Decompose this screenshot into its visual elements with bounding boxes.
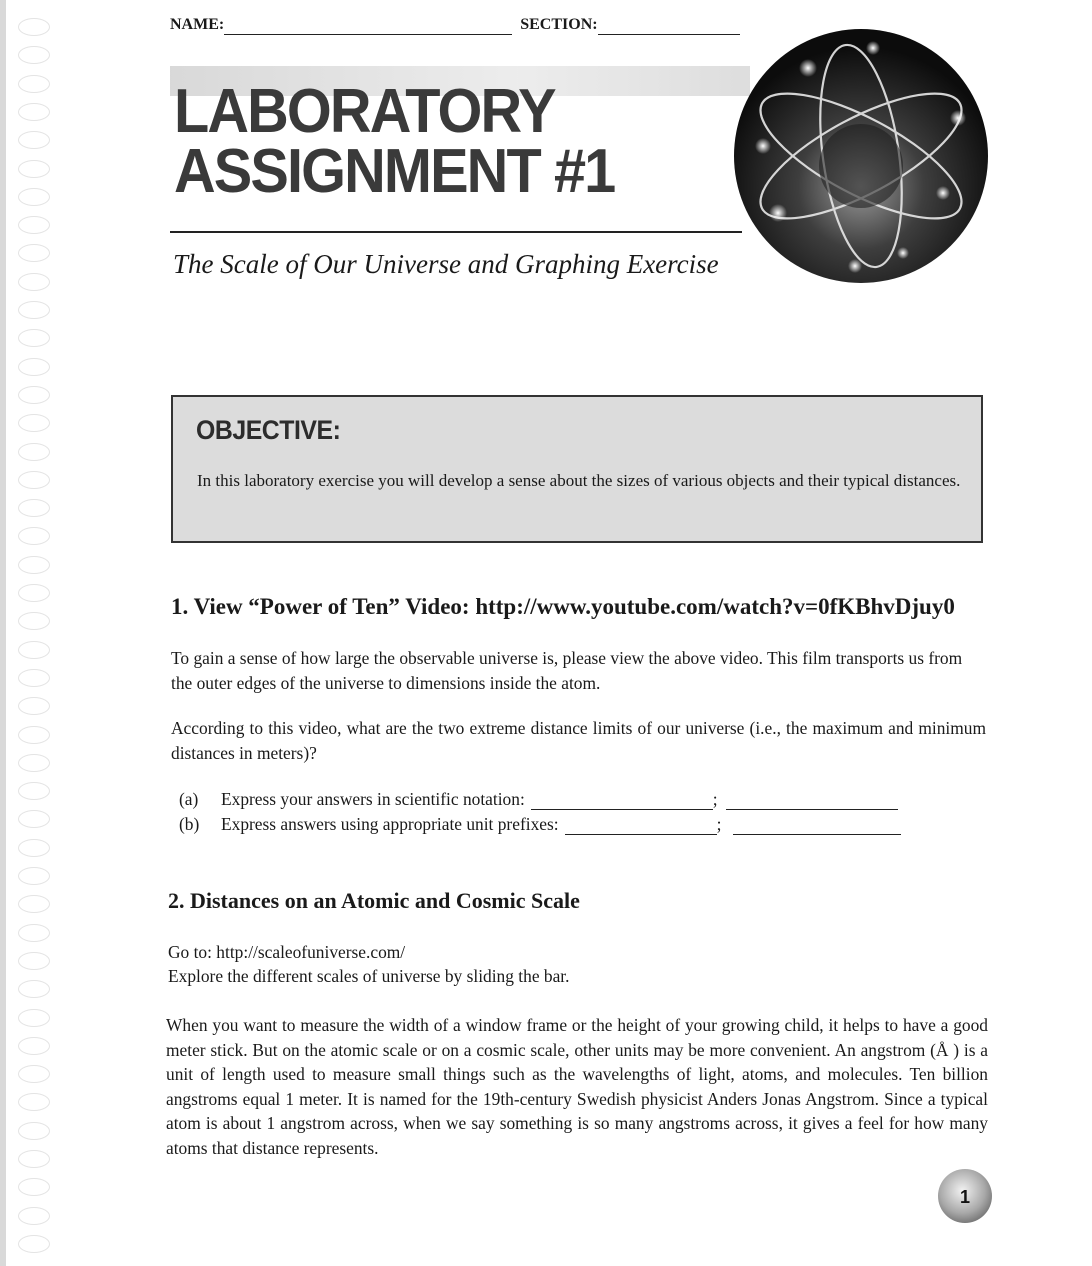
page-number: 1: [959, 1187, 971, 1207]
binder-hole: [18, 131, 50, 149]
objective-heading: OBJECTIVE:: [196, 415, 341, 445]
binder-hole: [18, 1235, 50, 1253]
objective-box: [171, 395, 983, 543]
section2-goto: Go to: http://scaleofuniverse.com/: [168, 942, 406, 962]
section-label: SECTION:: [520, 16, 598, 33]
section1-para1: To gain a sense of how large the observable universe is, please view the above video. This film transports us from the outer edges of the universe to dimensions inside the atom.: [171, 648, 963, 693]
answer-b-separator: ;: [716, 814, 722, 834]
question-b-label: (b): [179, 814, 200, 834]
binder-hole: [18, 669, 50, 687]
name-label: NAME:: [170, 16, 225, 33]
binder-hole: [18, 273, 50, 291]
subtitle: The Scale of Our Universe and Graphing Exercise: [173, 249, 719, 279]
binder-hole: [18, 697, 50, 715]
answer-a-min[interactable]: [726, 793, 898, 810]
binder-hole: [18, 924, 50, 942]
binder-hole: [18, 1009, 50, 1027]
answer-a-separator: ;: [712, 789, 718, 809]
binder-hole: [18, 1178, 50, 1196]
binder-hole: [18, 1065, 50, 1083]
page-edge: [0, 0, 6, 1266]
binder-hole: [18, 980, 50, 998]
binder-hole: [18, 754, 50, 772]
binder-hole: [18, 1093, 50, 1111]
binder-hole: [18, 386, 50, 404]
binder-hole: [18, 1150, 50, 1168]
binder-hole: [18, 18, 50, 36]
answer-b-max[interactable]: [565, 818, 717, 835]
binder-holes: [0, 0, 58, 1266]
binder-hole: [18, 612, 50, 630]
binder-hole: [18, 641, 50, 659]
answer-a-max[interactable]: [531, 793, 713, 810]
question-a: [179, 789, 898, 810]
title-line-1: LABORATORY: [174, 77, 555, 146]
binder-hole: [18, 103, 50, 121]
binder-hole: [18, 584, 50, 602]
binder-hole: [18, 1037, 50, 1055]
binder-hole: [18, 499, 50, 517]
page-number-badge: [937, 1168, 993, 1224]
section-field[interactable]: [598, 16, 740, 35]
binder-hole: [18, 952, 50, 970]
section2-heading: 2. Distances on an Atomic and Cosmic Scale: [168, 888, 580, 913]
question-a-text: Express your answers in scientific notation:: [221, 789, 525, 809]
binder-hole: [18, 895, 50, 913]
title-line-2: ASSIGNMENT #1: [174, 137, 615, 206]
question-a-label: (a): [179, 789, 199, 809]
section1-heading: 1. View “Power of Ten” Video: http://www.youtube.com/watch?v=0fKBhvDjuy0: [171, 594, 955, 619]
binder-hole: [18, 244, 50, 262]
binder-hole: [18, 1122, 50, 1140]
question-b-text: Express answers using appropriate unit prefixes:: [221, 814, 559, 834]
binder-hole: [18, 414, 50, 432]
binder-hole: [18, 160, 50, 178]
binder-hole: [18, 358, 50, 376]
binder-hole: [18, 867, 50, 885]
section1-para2: According to this video, what are the two extreme distance limits of our universe (i.e., the maximum and minimum distances in meters)?: [171, 718, 986, 763]
binder-hole: [18, 556, 50, 574]
section2-para: When you want to measure the width of a window frame or the height of your growing child, it helps to have a good meter stick. But on the atomic scale or on a cosmic scale, other units may be more convenient. An angstrom (Å ) is a unit of length used to measure small things such as the wavelengths of light, atoms, and molecules. Ten billion angstroms equal 1 meter. It is named for the 19th-century Swedish physicist Anders Jonas Angstrom. Since a typical atom is about 1 angstrom across, when we say something is so many angstroms across, it gives a feel for how many atoms that distance represents.: [166, 1015, 988, 1158]
title-rule: [170, 231, 742, 233]
binder-hole: [18, 726, 50, 744]
binder-hole: [18, 329, 50, 347]
answer-b-min[interactable]: [733, 818, 901, 835]
binder-hole: [18, 216, 50, 234]
binder-hole: [18, 443, 50, 461]
page-title: [174, 77, 615, 206]
question-b: [179, 814, 901, 835]
binder-hole: [18, 471, 50, 489]
binder-hole: [18, 46, 50, 64]
binder-hole: [18, 301, 50, 319]
atom-icon: [733, 28, 989, 284]
binder-hole: [18, 75, 50, 93]
binder-hole: [18, 527, 50, 545]
binder-hole: [18, 188, 50, 206]
binder-hole: [18, 1207, 50, 1225]
name-field[interactable]: [224, 16, 512, 35]
binder-hole: [18, 810, 50, 828]
binder-hole: [18, 839, 50, 857]
objective-text: In this laboratory exercise you will develop a sense about the sizes of various objects and their typical distances.: [197, 471, 961, 490]
section2-explore: Explore the different scales of universe by sliding the bar.: [168, 966, 570, 986]
binder-hole: [18, 782, 50, 800]
name-section-row: [170, 16, 740, 35]
